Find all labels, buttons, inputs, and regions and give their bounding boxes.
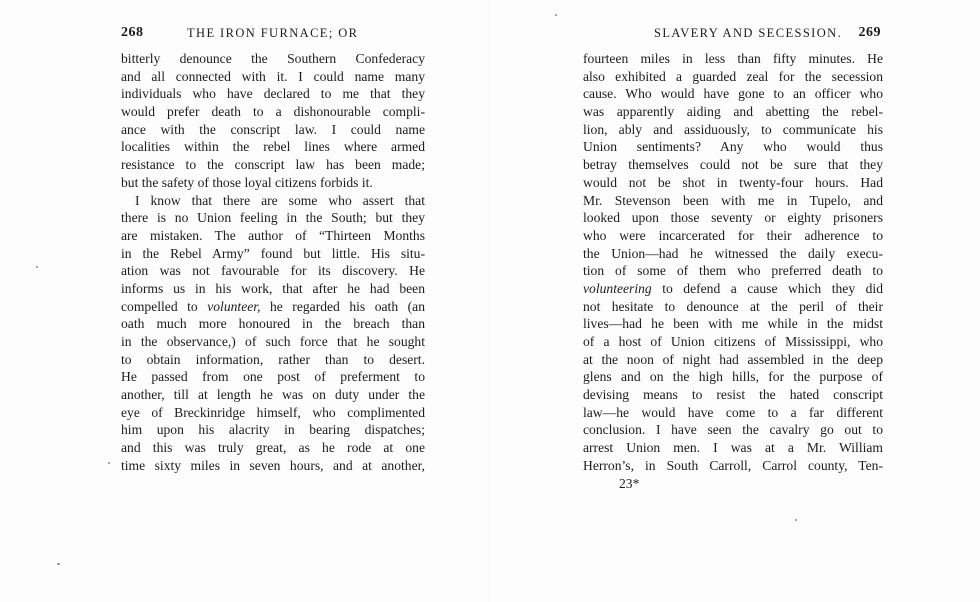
text-line: was apparently aiding and abetting the rebel- xyxy=(583,104,883,120)
text-line: lives—had he been with me while in the midst xyxy=(583,316,883,332)
text-line: fourteen miles in less than fifty minutes. He xyxy=(583,51,883,66)
text-line: who were incarcerated for their adherence to xyxy=(583,227,883,243)
text-line: resistance to the conscript law has been made; xyxy=(121,157,425,173)
text-line: time sixty miles in seven hours, and at another, xyxy=(121,457,425,473)
text-line: another, till at length he was on duty under the xyxy=(121,387,425,403)
text-line: devising means to resist the hated conscript xyxy=(583,387,883,403)
scan-speck xyxy=(36,266,38,268)
text-line: him upon his alacrity in bearing dispatches; xyxy=(121,422,425,438)
text-segment: compelled to xyxy=(121,298,208,314)
text-line: ation was not favourable for its discovery. He xyxy=(121,263,425,279)
right-page-body xyxy=(583,50,883,492)
text-segment: he regarded his oath (an xyxy=(260,298,425,314)
text-line: conclusion. I have seen the cavalry go out to xyxy=(583,422,883,438)
scan-speck xyxy=(108,462,110,464)
text-line: tion of some of them who preferred death to xyxy=(583,263,883,279)
scan-speck xyxy=(57,563,60,565)
text-line: cause. Who would have gone to an officer who xyxy=(583,86,883,102)
text-line: oath much more honoured in the breach than xyxy=(121,316,425,332)
text-line: at the noon of night had assembled in the deep xyxy=(583,351,883,367)
italic-word: volunteer, xyxy=(207,298,261,314)
text-line: I know that there are some who assert that xyxy=(135,192,425,208)
text-line: and this was truly great, as he rode at one xyxy=(121,440,425,456)
text-line: and all connected with it. I could name many xyxy=(121,68,425,84)
italic-word: volunteering xyxy=(583,280,652,296)
text-line: lion, ably and assiduously, to communicate his xyxy=(583,121,883,137)
scan-speck xyxy=(555,14,557,16)
text-segment: to defend a cause which they did xyxy=(651,280,883,296)
right-page xyxy=(490,0,980,602)
text-line: would not be shot in twenty-four hours. Had xyxy=(583,174,883,190)
text-line: arrest Union men. I was at a Mr. William xyxy=(583,440,883,456)
text-line: Mr. Stevenson been with me in Tupelo, and xyxy=(583,192,883,208)
text-line xyxy=(121,298,425,316)
left-page-body xyxy=(121,50,425,475)
text-line: glens and on the high hills, for the purpose of xyxy=(583,369,883,385)
left-running-head: THE IRON FURNACE; OR xyxy=(187,26,359,40)
text-line: but the safety of those loyal citizens forbids it. xyxy=(121,174,373,190)
scan-speck xyxy=(795,519,797,521)
text-line xyxy=(583,280,883,298)
text-line: informs us in his work, that after he had been xyxy=(121,280,425,296)
right-page-number: 269 xyxy=(858,25,881,40)
text-line: He passed from one post of preferment to xyxy=(121,369,425,385)
text-line: are mistaken. The author of “Thirteen Months xyxy=(121,227,425,243)
text-line: individuals who have declared to me that they xyxy=(121,86,425,102)
text-line: the Union—had he witnessed the daily execu- xyxy=(583,245,883,261)
text-line: to obtain information, rather than to desert. xyxy=(121,351,425,367)
text-line: looked upon those seventy or eighty prisoners xyxy=(583,210,883,226)
text-line: eye of Breckinridge himself, who complimented xyxy=(121,404,425,420)
text-line: localities within the rebel lines where armed xyxy=(121,139,425,155)
text-line: there is no Union feeling in the South; but they xyxy=(121,210,425,226)
left-page-number: 268 xyxy=(121,25,144,40)
text-line: bitterly denounce the Southern Confederacy xyxy=(121,51,425,66)
text-line: ance with the conscript law. I could name xyxy=(121,121,425,137)
text-line: in the observance,) of such force that he sought xyxy=(121,334,425,349)
text-line: law—he would have come to a far different xyxy=(583,404,883,420)
signature-mark: 23* xyxy=(619,475,640,491)
text-line: not hesitate to denounce at the peril of their xyxy=(583,298,883,314)
text-line: betray themselves could not be sure that they xyxy=(583,157,883,173)
text-line: Union sentiments? Any who would thus xyxy=(583,139,883,155)
text-line: would prefer death to a dishonourable compli- xyxy=(121,104,425,120)
text-line: in the Rebel Army” found but little. His situ- xyxy=(121,245,425,261)
text-line: also exhibited a guarded zeal for the secession xyxy=(583,68,883,84)
right-running-head: SLAVERY AND SECESSION. xyxy=(654,26,843,40)
text-line: Herron’s, in South Carroll, Carrol county, Ten- xyxy=(583,457,883,473)
text-line: of a host of Union citizens of Mississippi, who xyxy=(583,334,883,349)
